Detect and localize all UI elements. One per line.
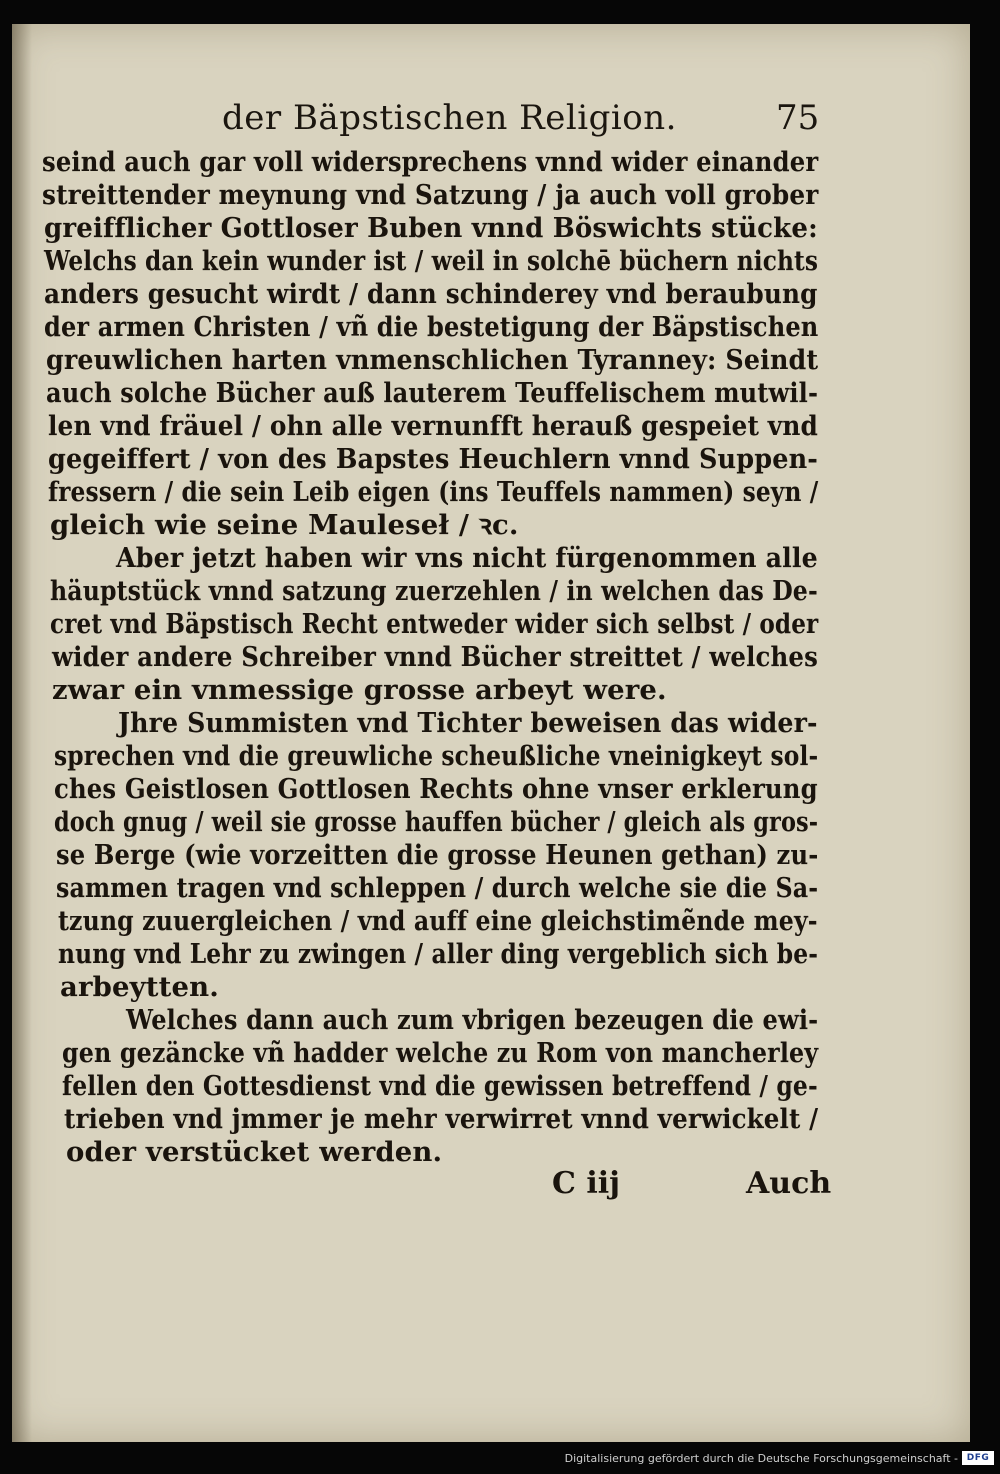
text-line: arbeytten. xyxy=(60,971,219,1003)
dfg-logo-icon: DFG xyxy=(962,1451,994,1465)
text-line: gen gezäncke vñ hadder welche zu Rom von mancherley xyxy=(62,1037,819,1069)
text-line: doch gnug / weil sie grosse hauffen bücher / gleich als gros- xyxy=(54,806,819,838)
text-line: cret vnd Bäpstisch Recht entweder wider sich selbst / oder xyxy=(50,608,819,640)
text-line: len vnd fräuel / ohn alle vernunfft herauß gespeiet vnd xyxy=(48,410,818,442)
digitization-credit xyxy=(0,1449,1000,1469)
text-line: trieben vnd jmmer je mehr verwirret vnnd verwickelt / xyxy=(64,1103,819,1135)
catchword: Auch xyxy=(746,1166,832,1201)
text-line: fellen den Gottesdienst vnd die gewissen betreffend / ge- xyxy=(62,1070,818,1102)
credit-text: Digitalisierung gefördert durch die Deutsche Forschungsgemeinschaft - xyxy=(564,1452,958,1465)
text-line: greuwlichen harten vnmenschlichen Tyranney: Seindt xyxy=(46,344,819,376)
text-line: tzung zuuergleichen / vnd auff eine gleichstimẽnde mey- xyxy=(58,905,818,937)
text-line: auch solche Bücher auß lauterem Teuffelischem mutwil- xyxy=(46,377,819,409)
text-line: gegeiffert / von des Bapstes Heuchlern vnnd Suppen- xyxy=(48,443,818,475)
text-line: greifflicher Gottloser Buben vnnd Böswichts stücke: xyxy=(44,212,818,244)
text-line: Welches dann auch zum vbrigen bezeugen die ewi- xyxy=(126,1004,819,1036)
text-line: wider andere Schreiber vnnd Bücher streittet / welches xyxy=(52,641,818,673)
text-line: ches Geistlosen Gottlosen Rechts ohne vnser erklerung xyxy=(54,773,818,805)
text-line: Aber jetzt haben wir vns nicht fürgenommen alle xyxy=(116,542,818,574)
text-line: zwar ein vnmessige grosse arbeyt were. xyxy=(52,674,667,706)
text-line: nung vnd Lehr zu zwingen / aller ding vergeblich sich be- xyxy=(58,938,819,970)
text-line: der armen Christen / vñ die bestetigung der Bäpstischen xyxy=(44,311,819,343)
text-line: sprechen vnd die greuwliche scheußliche vneinigkeyt sol- xyxy=(54,740,819,772)
text-line: seind auch gar voll widersprechens vnnd wider einander xyxy=(42,146,819,178)
text-line: anders gesucht wirdt / dann schinderey vnd beraubung xyxy=(44,278,818,310)
text-line: Jhre Summisten vnd Tichter beweisen das wider- xyxy=(118,707,818,739)
text-line: gleich wie seine Mauleseł / ꝛc. xyxy=(50,509,519,541)
page-footer xyxy=(0,1166,1000,1206)
text-line: Welchs dan kein wunder ist / weil in solchē büchern nichts xyxy=(44,245,819,277)
text-line: se Berge (wie vorzeitten die grosse Heunen gethan) zu- xyxy=(56,839,819,871)
signature-mark: C iij xyxy=(552,1166,620,1201)
text-line: fressern / die sein Leib eigen (ins Teuffels nammen) seyn / xyxy=(48,476,819,508)
page-gutter-shadow xyxy=(12,24,32,1442)
running-header xyxy=(0,98,1000,144)
text-line: streittender meynung vnd Satzung / ja auch voll grober xyxy=(42,179,819,211)
running-title: der Bäpstischen Religion. xyxy=(222,98,677,138)
text-line: oder verstücket werden. xyxy=(66,1136,443,1168)
text-line: häuptstück vnnd satzung zuerzehlen / in welchen das De- xyxy=(50,575,818,607)
page-number: 75 xyxy=(776,98,820,138)
text-line: sammen tragen vnd schleppen / durch welche sie die Sa- xyxy=(56,872,819,904)
